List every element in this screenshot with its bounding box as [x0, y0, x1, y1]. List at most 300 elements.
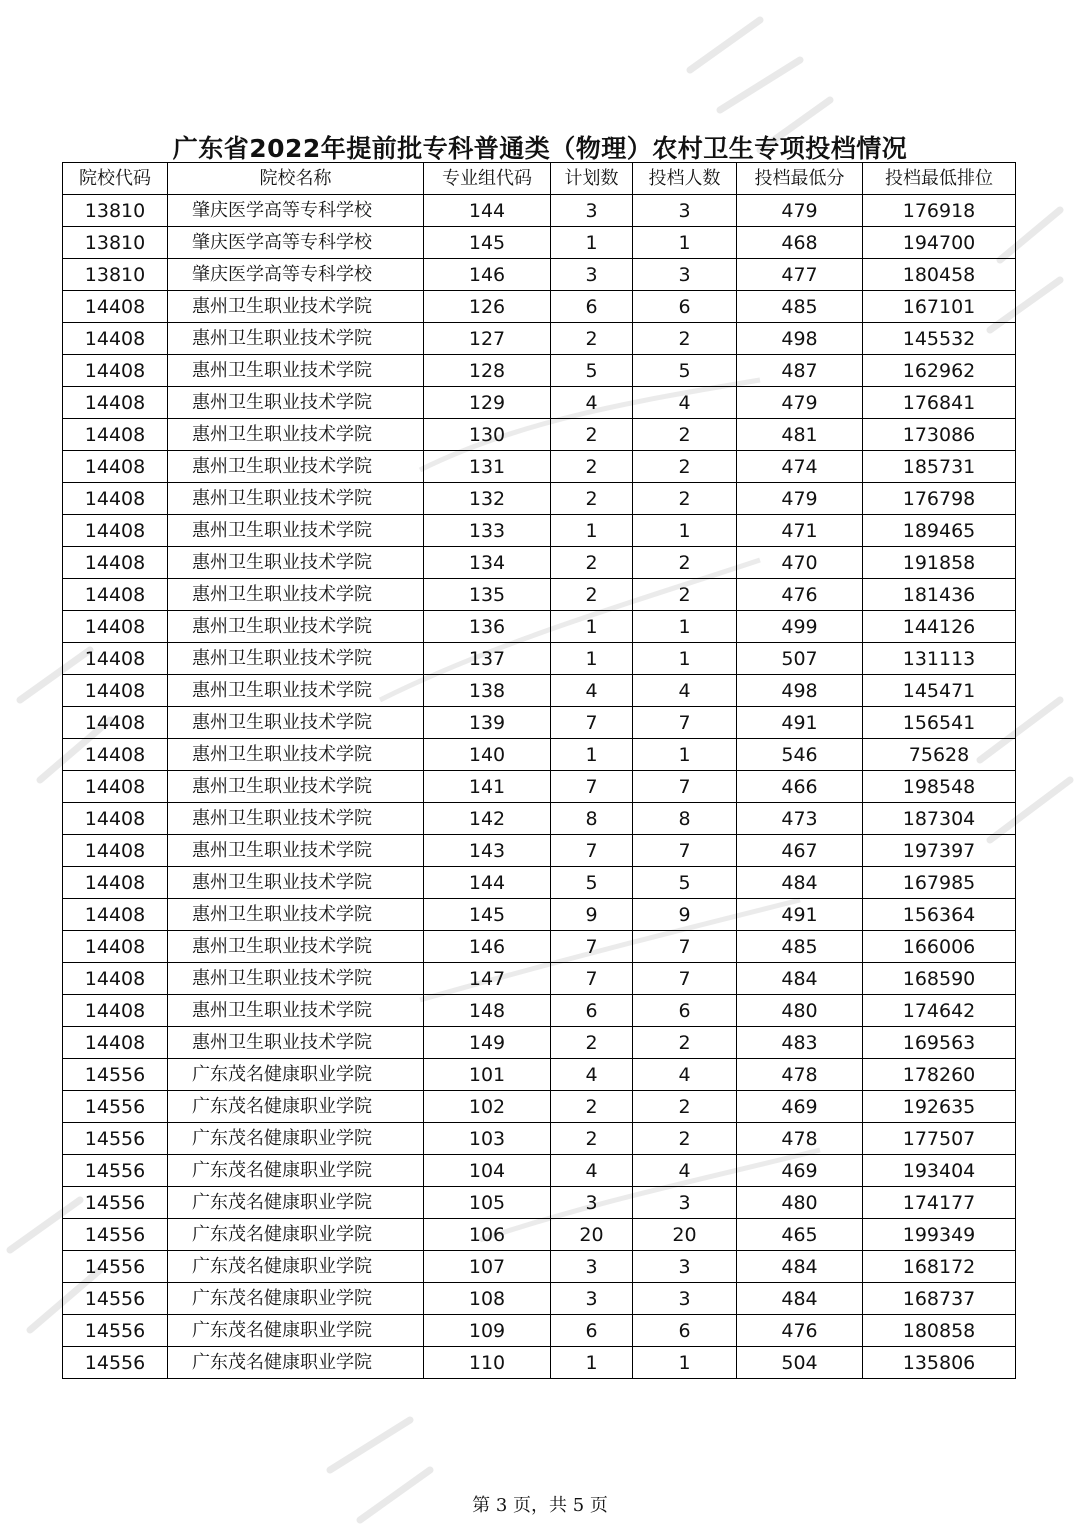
- cell-min-score: 474: [737, 451, 863, 483]
- cell-group-code: 141: [424, 771, 551, 803]
- cell-min-rank: 167985: [863, 867, 1016, 899]
- cell-min-rank: 135806: [863, 1347, 1016, 1379]
- cell-school-code: 13810: [63, 259, 168, 291]
- cell-group-code: 107: [424, 1251, 551, 1283]
- cell-plan-count: 7: [551, 963, 633, 995]
- cell-min-score: 484: [737, 1251, 863, 1283]
- table-row: [63, 419, 1016, 451]
- table-row: [63, 1091, 1016, 1123]
- column-header-min-score: 投档最低分: [737, 163, 863, 195]
- cell-min-score: 498: [737, 323, 863, 355]
- cell-min-score: 484: [737, 1283, 863, 1315]
- cell-school-code: 13810: [63, 195, 168, 227]
- cell-admitted-count: 7: [633, 707, 737, 739]
- cell-school-name: 广东茂名健康职业学院: [168, 1059, 424, 1091]
- cell-group-code: 105: [424, 1187, 551, 1219]
- cell-school-name: 惠州卫生职业技术学院: [168, 739, 424, 771]
- cell-group-code: 146: [424, 931, 551, 963]
- cell-plan-count: 8: [551, 803, 633, 835]
- cell-admitted-count: 2: [633, 483, 737, 515]
- cell-school-name: 惠州卫生职业技术学院: [168, 931, 424, 963]
- cell-min-rank: 180858: [863, 1315, 1016, 1347]
- cell-min-rank: 173086: [863, 419, 1016, 451]
- page-title: 广东省2022年提前批专科普通类（物理）农村卫生专项投档情况: [172, 134, 908, 163]
- cell-school-name: 惠州卫生职业技术学院: [168, 675, 424, 707]
- cell-min-rank: 156541: [863, 707, 1016, 739]
- cell-min-score: 480: [737, 995, 863, 1027]
- cell-admitted-count: 1: [633, 739, 737, 771]
- cell-min-score: 499: [737, 611, 863, 643]
- cell-min-rank: 131113: [863, 643, 1016, 675]
- cell-admitted-count: 9: [633, 899, 737, 931]
- cell-min-rank: 145471: [863, 675, 1016, 707]
- cell-admitted-count: 7: [633, 771, 737, 803]
- cell-min-score: 465: [737, 1219, 863, 1251]
- cell-min-rank: 162962: [863, 355, 1016, 387]
- cell-school-name: 广东茂名健康职业学院: [168, 1123, 424, 1155]
- cell-school-code: 14408: [63, 899, 168, 931]
- cell-min-score: 491: [737, 707, 863, 739]
- table-row: [63, 611, 1016, 643]
- cell-admitted-count: 5: [633, 355, 737, 387]
- cell-min-rank: 178260: [863, 1059, 1016, 1091]
- cell-min-score: 483: [737, 1027, 863, 1059]
- cell-school-name: 惠州卫生职业技术学院: [168, 515, 424, 547]
- cell-admitted-count: 3: [633, 1283, 737, 1315]
- cell-school-code: 14408: [63, 995, 168, 1027]
- cell-school-name: 惠州卫生职业技术学院: [168, 995, 424, 1027]
- cell-plan-count: 5: [551, 355, 633, 387]
- cell-school-code: 14408: [63, 675, 168, 707]
- table-row: [63, 291, 1016, 323]
- cell-min-score: 480: [737, 1187, 863, 1219]
- cell-school-code: 14556: [63, 1187, 168, 1219]
- cell-group-code: 132: [424, 483, 551, 515]
- cell-group-code: 144: [424, 867, 551, 899]
- cell-min-rank: 168590: [863, 963, 1016, 995]
- cell-school-name: 肇庆医学高等专科学校: [168, 227, 424, 259]
- cell-group-code: 104: [424, 1155, 551, 1187]
- cell-plan-count: 1: [551, 739, 633, 771]
- cell-min-rank: 194700: [863, 227, 1016, 259]
- cell-school-code: 14408: [63, 483, 168, 515]
- cell-min-rank: 185731: [863, 451, 1016, 483]
- table-row: [63, 771, 1016, 803]
- cell-plan-count: 2: [551, 323, 633, 355]
- cell-school-code: 14556: [63, 1347, 168, 1379]
- table-row: [63, 1347, 1016, 1379]
- cell-school-name: 惠州卫生职业技术学院: [168, 387, 424, 419]
- cell-min-score: 467: [737, 835, 863, 867]
- cell-school-code: 14408: [63, 1027, 168, 1059]
- cell-school-code: 14556: [63, 1123, 168, 1155]
- cell-plan-count: 3: [551, 1187, 633, 1219]
- cell-school-code: 14408: [63, 323, 168, 355]
- cell-min-rank: 176918: [863, 195, 1016, 227]
- cell-school-name: 广东茂名健康职业学院: [168, 1347, 424, 1379]
- cell-school-code: 14408: [63, 387, 168, 419]
- cell-min-score: 479: [737, 195, 863, 227]
- cell-school-code: 14408: [63, 835, 168, 867]
- cell-group-code: 139: [424, 707, 551, 739]
- cell-group-code: 147: [424, 963, 551, 995]
- cell-admitted-count: 6: [633, 291, 737, 323]
- cell-plan-count: 20: [551, 1219, 633, 1251]
- table-row: [63, 707, 1016, 739]
- page-footer: 第 3 页，共 5 页: [472, 1495, 608, 1516]
- table-row: [63, 931, 1016, 963]
- table-row: [63, 579, 1016, 611]
- cell-school-name: 惠州卫生职业技术学院: [168, 579, 424, 611]
- cell-school-code: 14408: [63, 355, 168, 387]
- cell-group-code: 103: [424, 1123, 551, 1155]
- table-row: [63, 323, 1016, 355]
- table-row: [63, 995, 1016, 1027]
- cell-school-code: 14408: [63, 515, 168, 547]
- cell-plan-count: 1: [551, 1347, 633, 1379]
- cell-group-code: 131: [424, 451, 551, 483]
- cell-min-score: 485: [737, 931, 863, 963]
- cell-min-score: 491: [737, 899, 863, 931]
- cell-min-rank: 176798: [863, 483, 1016, 515]
- table-row: [63, 387, 1016, 419]
- cell-min-rank: 168172: [863, 1251, 1016, 1283]
- cell-min-score: 484: [737, 963, 863, 995]
- cell-min-rank: 169563: [863, 1027, 1016, 1059]
- table-row: [63, 483, 1016, 515]
- table-row: [63, 451, 1016, 483]
- cell-school-name: 广东茂名健康职业学院: [168, 1155, 424, 1187]
- cell-school-code: 14408: [63, 963, 168, 995]
- cell-admitted-count: 3: [633, 1187, 737, 1219]
- cell-plan-count: 7: [551, 707, 633, 739]
- cell-school-name: 惠州卫生职业技术学院: [168, 643, 424, 675]
- cell-admitted-count: 1: [633, 227, 737, 259]
- cell-plan-count: 1: [551, 515, 633, 547]
- cell-admitted-count: 3: [633, 259, 737, 291]
- cell-school-code: 14408: [63, 931, 168, 963]
- cell-group-code: 108: [424, 1283, 551, 1315]
- table-row: [63, 195, 1016, 227]
- cell-plan-count: 1: [551, 227, 633, 259]
- cell-plan-count: 6: [551, 995, 633, 1027]
- cell-min-rank: 145532: [863, 323, 1016, 355]
- cell-school-code: 14408: [63, 643, 168, 675]
- cell-school-code: 14408: [63, 707, 168, 739]
- cell-plan-count: 2: [551, 579, 633, 611]
- cell-plan-count: 3: [551, 1283, 633, 1315]
- cell-admitted-count: 1: [633, 515, 737, 547]
- cell-admitted-count: 1: [633, 643, 737, 675]
- cell-admitted-count: 2: [633, 419, 737, 451]
- cell-admitted-count: 7: [633, 963, 737, 995]
- cell-admitted-count: 2: [633, 451, 737, 483]
- cell-admitted-count: 4: [633, 1059, 737, 1091]
- cell-school-code: 14556: [63, 1091, 168, 1123]
- cell-min-rank: 187304: [863, 803, 1016, 835]
- cell-min-score: 498: [737, 675, 863, 707]
- cell-school-name: 惠州卫生职业技术学院: [168, 803, 424, 835]
- cell-school-code: 14408: [63, 803, 168, 835]
- cell-admitted-count: 6: [633, 995, 737, 1027]
- cell-school-name: 惠州卫生职业技术学院: [168, 899, 424, 931]
- cell-group-code: 110: [424, 1347, 551, 1379]
- table-row: [63, 515, 1016, 547]
- cell-group-code: 138: [424, 675, 551, 707]
- cell-group-code: 126: [424, 291, 551, 323]
- table-row: [63, 1155, 1016, 1187]
- cell-min-score: 476: [737, 579, 863, 611]
- cell-school-code: 14408: [63, 547, 168, 579]
- cell-school-name: 惠州卫生职业技术学院: [168, 963, 424, 995]
- cell-min-score: 485: [737, 291, 863, 323]
- cell-school-name: 惠州卫生职业技术学院: [168, 835, 424, 867]
- cell-group-code: 101: [424, 1059, 551, 1091]
- cell-school-name: 惠州卫生职业技术学院: [168, 419, 424, 451]
- table-row: [63, 643, 1016, 675]
- cell-min-score: 484: [737, 867, 863, 899]
- cell-school-name: 惠州卫生职业技术学院: [168, 547, 424, 579]
- cell-min-score: 469: [737, 1091, 863, 1123]
- table-row: [63, 1283, 1016, 1315]
- admission-table: [62, 162, 1016, 1379]
- cell-group-code: 149: [424, 1027, 551, 1059]
- cell-plan-count: 7: [551, 835, 633, 867]
- table-row: [63, 547, 1016, 579]
- cell-plan-count: 4: [551, 387, 633, 419]
- cell-plan-count: 6: [551, 1315, 633, 1347]
- cell-admitted-count: 2: [633, 323, 737, 355]
- cell-admitted-count: 2: [633, 547, 737, 579]
- column-header-group-code: 专业组代码: [424, 163, 551, 195]
- cell-min-rank: 189465: [863, 515, 1016, 547]
- cell-min-rank: 180458: [863, 259, 1016, 291]
- cell-group-code: 127: [424, 323, 551, 355]
- cell-admitted-count: 3: [633, 195, 737, 227]
- cell-school-name: 肇庆医学高等专科学校: [168, 259, 424, 291]
- cell-plan-count: 4: [551, 1059, 633, 1091]
- cell-min-rank: 199349: [863, 1219, 1016, 1251]
- cell-school-name: 广东茂名健康职业学院: [168, 1251, 424, 1283]
- table-row: [63, 803, 1016, 835]
- cell-min-rank: 166006: [863, 931, 1016, 963]
- cell-admitted-count: 6: [633, 1315, 737, 1347]
- cell-group-code: 129: [424, 387, 551, 419]
- cell-school-name: 惠州卫生职业技术学院: [168, 771, 424, 803]
- cell-group-code: 145: [424, 227, 551, 259]
- cell-min-rank: 75628: [863, 739, 1016, 771]
- column-header-plan-count: 计划数: [551, 163, 633, 195]
- cell-school-code: 14408: [63, 867, 168, 899]
- cell-min-score: 468: [737, 227, 863, 259]
- cell-school-code: 14408: [63, 739, 168, 771]
- cell-admitted-count: 1: [633, 1347, 737, 1379]
- cell-min-rank: 198548: [863, 771, 1016, 803]
- cell-plan-count: 2: [551, 483, 633, 515]
- cell-plan-count: 1: [551, 643, 633, 675]
- cell-admitted-count: 2: [633, 1027, 737, 1059]
- cell-min-rank: 174177: [863, 1187, 1016, 1219]
- cell-admitted-count: 4: [633, 1155, 737, 1187]
- cell-admitted-count: 5: [633, 867, 737, 899]
- cell-school-name: 惠州卫生职业技术学院: [168, 483, 424, 515]
- cell-admitted-count: 8: [633, 803, 737, 835]
- cell-plan-count: 2: [551, 1091, 633, 1123]
- cell-group-code: 142: [424, 803, 551, 835]
- table-row: [63, 355, 1016, 387]
- cell-min-score: 546: [737, 739, 863, 771]
- table-row: [63, 899, 1016, 931]
- cell-admitted-count: 7: [633, 835, 737, 867]
- cell-plan-count: 3: [551, 1251, 633, 1283]
- cell-school-code: 14408: [63, 771, 168, 803]
- table-row: [63, 227, 1016, 259]
- cell-school-code: 14556: [63, 1219, 168, 1251]
- cell-plan-count: 2: [551, 547, 633, 579]
- cell-plan-count: 4: [551, 675, 633, 707]
- table-header-row: [63, 163, 1016, 195]
- cell-min-rank: 192635: [863, 1091, 1016, 1123]
- cell-group-code: 143: [424, 835, 551, 867]
- cell-min-rank: 193404: [863, 1155, 1016, 1187]
- cell-min-rank: 177507: [863, 1123, 1016, 1155]
- table-row: [63, 1251, 1016, 1283]
- cell-min-score: 477: [737, 259, 863, 291]
- cell-min-rank: 156364: [863, 899, 1016, 931]
- cell-school-name: 广东茂名健康职业学院: [168, 1219, 424, 1251]
- cell-school-name: 惠州卫生职业技术学院: [168, 323, 424, 355]
- cell-school-code: 14556: [63, 1059, 168, 1091]
- cell-school-code: 14556: [63, 1155, 168, 1187]
- cell-min-rank: 167101: [863, 291, 1016, 323]
- cell-school-name: 肇庆医学高等专科学校: [168, 195, 424, 227]
- table-row: [63, 739, 1016, 771]
- cell-school-name: 广东茂名健康职业学院: [168, 1315, 424, 1347]
- table-row: [63, 1187, 1016, 1219]
- cell-plan-count: 1: [551, 611, 633, 643]
- cell-min-rank: 168737: [863, 1283, 1016, 1315]
- cell-admitted-count: 1: [633, 611, 737, 643]
- cell-school-name: 惠州卫生职业技术学院: [168, 1027, 424, 1059]
- cell-admitted-count: 4: [633, 387, 737, 419]
- cell-min-score: 487: [737, 355, 863, 387]
- cell-group-code: 146: [424, 259, 551, 291]
- cell-group-code: 136: [424, 611, 551, 643]
- cell-admitted-count: 4: [633, 675, 737, 707]
- cell-plan-count: 2: [551, 1123, 633, 1155]
- cell-school-name: 广东茂名健康职业学院: [168, 1187, 424, 1219]
- cell-school-name: 惠州卫生职业技术学院: [168, 867, 424, 899]
- cell-admitted-count: 2: [633, 1123, 737, 1155]
- cell-plan-count: 2: [551, 451, 633, 483]
- column-header-school-name: 院校名称: [168, 163, 424, 195]
- cell-group-code: 128: [424, 355, 551, 387]
- cell-plan-count: 3: [551, 259, 633, 291]
- cell-min-rank: 174642: [863, 995, 1016, 1027]
- cell-school-code: 14408: [63, 291, 168, 323]
- cell-group-code: 137: [424, 643, 551, 675]
- table-row: [63, 1219, 1016, 1251]
- cell-school-name: 惠州卫生职业技术学院: [168, 611, 424, 643]
- table-row: [63, 675, 1016, 707]
- cell-min-score: 476: [737, 1315, 863, 1347]
- cell-min-score: 470: [737, 547, 863, 579]
- cell-min-score: 473: [737, 803, 863, 835]
- cell-min-score: 481: [737, 419, 863, 451]
- table-row: [63, 1315, 1016, 1347]
- table-row: [63, 1027, 1016, 1059]
- cell-group-code: 135: [424, 579, 551, 611]
- cell-school-code: 14408: [63, 419, 168, 451]
- column-header-school-code: 院校代码: [63, 163, 168, 195]
- cell-min-rank: 197397: [863, 835, 1016, 867]
- cell-plan-count: 2: [551, 419, 633, 451]
- table-row: [63, 867, 1016, 899]
- cell-min-rank: 144126: [863, 611, 1016, 643]
- cell-group-code: 102: [424, 1091, 551, 1123]
- cell-school-name: 惠州卫生职业技术学院: [168, 355, 424, 387]
- cell-plan-count: 5: [551, 867, 633, 899]
- cell-school-code: 14408: [63, 579, 168, 611]
- cell-min-score: 471: [737, 515, 863, 547]
- cell-plan-count: 6: [551, 291, 633, 323]
- cell-school-code: 14408: [63, 451, 168, 483]
- cell-admitted-count: 2: [633, 579, 737, 611]
- cell-min-score: 466: [737, 771, 863, 803]
- cell-min-rank: 191858: [863, 547, 1016, 579]
- table-row: [63, 1123, 1016, 1155]
- cell-plan-count: 7: [551, 931, 633, 963]
- cell-min-score: 507: [737, 643, 863, 675]
- table-row: [63, 259, 1016, 291]
- column-header-min-rank: 投档最低排位: [863, 163, 1016, 195]
- cell-min-score: 469: [737, 1155, 863, 1187]
- cell-min-score: 478: [737, 1123, 863, 1155]
- cell-group-code: 106: [424, 1219, 551, 1251]
- cell-group-code: 134: [424, 547, 551, 579]
- cell-plan-count: 4: [551, 1155, 633, 1187]
- cell-group-code: 145: [424, 899, 551, 931]
- cell-school-name: 广东茂名健康职业学院: [168, 1091, 424, 1123]
- table-row: [63, 963, 1016, 995]
- cell-group-code: 140: [424, 739, 551, 771]
- cell-school-name: 惠州卫生职业技术学院: [168, 451, 424, 483]
- cell-school-code: 14556: [63, 1315, 168, 1347]
- cell-min-score: 478: [737, 1059, 863, 1091]
- table-row: [63, 835, 1016, 867]
- table-body: [63, 195, 1016, 1379]
- cell-admitted-count: 7: [633, 931, 737, 963]
- cell-group-code: 130: [424, 419, 551, 451]
- cell-admitted-count: 2: [633, 1091, 737, 1123]
- cell-admitted-count: 20: [633, 1219, 737, 1251]
- column-header-admitted-count: 投档人数: [633, 163, 737, 195]
- cell-group-code: 144: [424, 195, 551, 227]
- cell-school-name: 惠州卫生职业技术学院: [168, 707, 424, 739]
- cell-plan-count: 9: [551, 899, 633, 931]
- cell-plan-count: 2: [551, 1027, 633, 1059]
- cell-min-score: 504: [737, 1347, 863, 1379]
- cell-school-name: 广东茂名健康职业学院: [168, 1283, 424, 1315]
- cell-school-name: 惠州卫生职业技术学院: [168, 291, 424, 323]
- cell-min-score: 479: [737, 483, 863, 515]
- cell-min-rank: 176841: [863, 387, 1016, 419]
- cell-group-code: 148: [424, 995, 551, 1027]
- cell-school-code: 14556: [63, 1283, 168, 1315]
- cell-school-code: 14556: [63, 1251, 168, 1283]
- cell-group-code: 133: [424, 515, 551, 547]
- cell-school-code: 13810: [63, 227, 168, 259]
